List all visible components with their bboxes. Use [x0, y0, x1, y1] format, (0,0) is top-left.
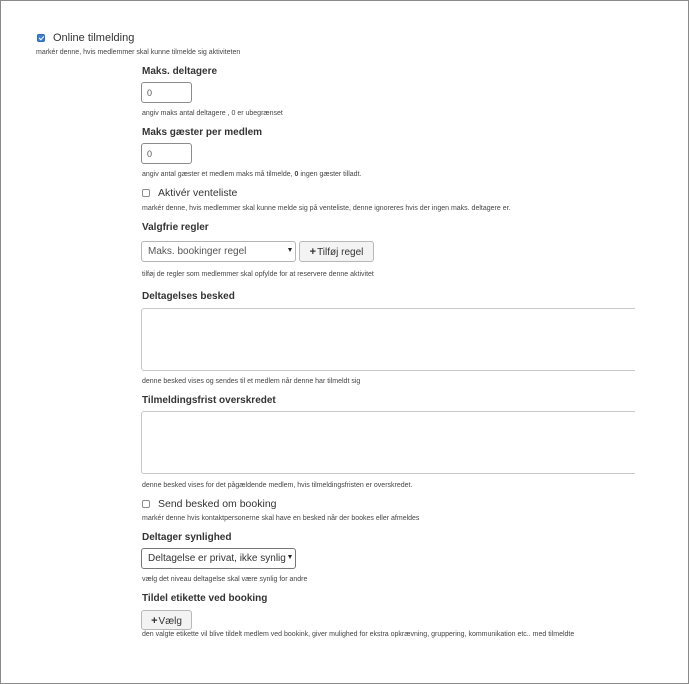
add-rule-button[interactable] [299, 241, 374, 262]
waitlist-label: Aktivér venteliste [158, 187, 238, 199]
booking-notice-label: Send besked om booking [158, 498, 277, 510]
deadline-exceeded-help: denne besked vises for det pågældende medlem, hvis tilmeldingsfristen er overskredet. [142, 482, 413, 489]
choose-label-button[interactable] [141, 610, 192, 630]
assign-label-heading: Tildel etikette ved booking [142, 593, 268, 604]
online-signup-help: markér denne, hvis medlemmer skal kunne tilmelde sig aktiviteten [36, 49, 241, 56]
add-rule-button-label: Tilføj regel [317, 247, 364, 258]
plus-icon: + [309, 246, 317, 258]
plus-icon: + [151, 615, 158, 627]
max-guests-help-prefix: angiv antal gæster et medlem maks må tilmelde, [142, 171, 293, 178]
participation-message-help: denne besked vises og sendes til et medlem når denne har tilmeldt sig [142, 378, 361, 385]
participation-message-heading: Deltagelses besked [142, 291, 235, 302]
chevron-down-icon [288, 555, 292, 559]
booking-notice-checkbox[interactable] [142, 500, 150, 508]
max-participants-heading: Maks. deltagere [142, 66, 218, 77]
assign-label-help: den valgte etikette vil blive tildelt medlem ved bookink, giver mulighed for ekstra opkrævning, gruppering, kommunikation etc.. med tilmeldte [142, 631, 575, 638]
visibility-select[interactable] [141, 548, 296, 569]
rule-type-select-value: Maks. bookinger regel [148, 246, 247, 257]
max-guests-help-suffix: ingen gæster tilladt. [300, 171, 362, 178]
chevron-down-icon [288, 248, 292, 252]
optional-rules-help: tilføj de regler som medlemmer skal opfylde for at reservere denne aktivitet [142, 271, 374, 278]
waitlist-checkbox[interactable] [142, 189, 150, 197]
rule-type-select[interactable] [141, 241, 296, 262]
max-guests-help-bold: 0 [294, 171, 299, 178]
optional-rules-heading: Valgfrie regler [142, 222, 209, 233]
deadline-exceeded-textarea[interactable] [141, 411, 635, 474]
deadline-exceeded-heading: Tilmeldingsfrist overskredet [142, 395, 276, 406]
waitlist-help: markér denne, hvis medlemmer skal kunne melde sig på venteliste, denne ignoreres hvis der ingen maks. deltagere er. [142, 205, 511, 212]
online-signup-checkbox[interactable] [37, 34, 45, 42]
participation-message-textarea[interactable] [141, 308, 635, 371]
max-participants-help: angiv maks antal deltagere , 0 er ubegrænset [142, 110, 283, 117]
visibility-select-value: Deltagelse er privat, ikke synlig [148, 553, 286, 564]
max-guests-input[interactable]: 0 [141, 143, 192, 164]
max-guests-help [142, 171, 361, 178]
online-signup-label: Online tilmelding [53, 32, 135, 44]
participant-visibility-help: vælg det niveau deltagelse skal være synlig for andre [142, 576, 308, 583]
participant-visibility-heading: Deltager synlighed [142, 532, 232, 543]
max-guests-heading: Maks gæster per medlem [142, 127, 263, 138]
choose-label-button-label: Vælg [158, 616, 182, 627]
booking-notice-help: markér denne hvis kontaktpersonerne skal have en besked når der bookes eller afmeldes [142, 515, 420, 522]
max-participants-input[interactable]: 0 [141, 82, 192, 103]
